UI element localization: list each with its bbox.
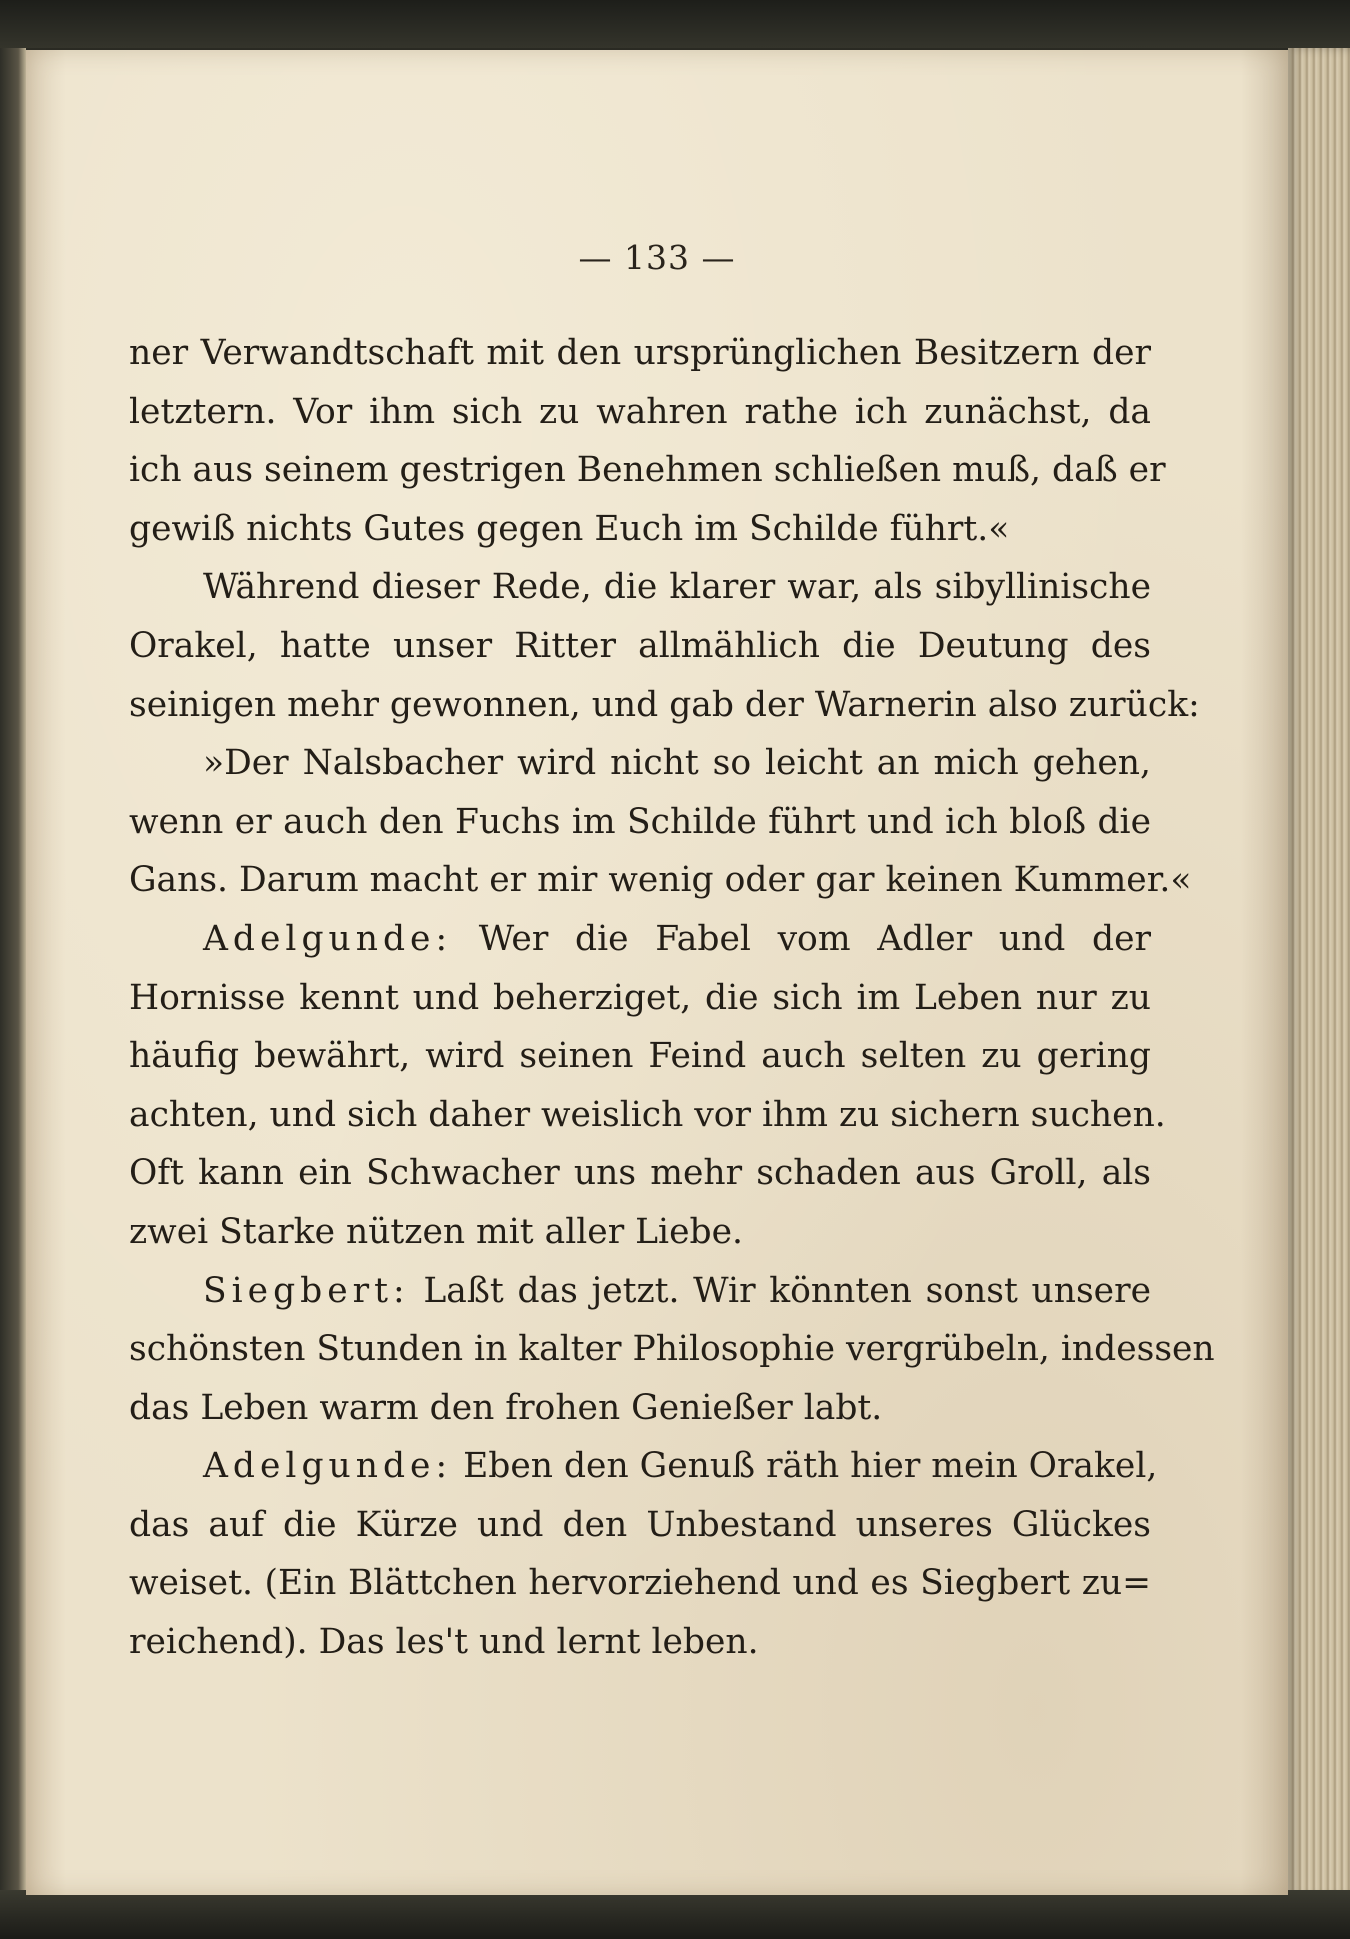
dialogue-line xyxy=(129,910,1151,969)
speech-text: Wer die Fabel vom Adler und der xyxy=(478,918,1151,959)
text-line: ich aus seinem gestrigen Benehmen schließen muß, daß er xyxy=(129,450,1166,491)
page-number: — 133 — xyxy=(578,238,736,277)
text-line: achten, und sich daher weislich vor ihm zu sichern suchen. xyxy=(129,1094,1166,1135)
book-page xyxy=(26,50,1288,1895)
page-stack-edge xyxy=(1288,48,1350,1898)
book-cover-top xyxy=(0,0,1350,48)
text-line: ner Verwandtschaft mit den ursprünglichen Besitzern der xyxy=(129,333,1151,373)
text-line: wenn er auch den Fuchs im Schilde führt und ich bloß die xyxy=(129,801,1151,842)
text-line: letztern. Vor ihm sich zu wahren rathe ich zunächst, da xyxy=(129,391,1151,432)
speech-text: Laßt das jetzt. Wir könnten sonst unsere xyxy=(423,1270,1151,1311)
text-line: Hornisse kennt und beherziget, die sich im Leben nur zu xyxy=(129,977,1151,1018)
speech-text: Eben den Genuß räth hier mein Orakel, xyxy=(463,1446,1158,1487)
text-line: »Der Nalsbacher wird nicht so leicht an mich gehen, xyxy=(203,743,1151,784)
text-line: das auf die Kürze und den Unbestand unseres Glückes xyxy=(129,1504,1151,1545)
text-line: schönsten Stunden in kalter Philosophie vergrübeln, indessen xyxy=(129,1329,1215,1370)
text-line: seinigen mehr gewonnen, und gab der Warnerin also zurück: xyxy=(129,684,1200,725)
page-text xyxy=(129,324,1215,1672)
text-line: Oft kann ein Schwacher uns mehr schaden aus Groll, als xyxy=(129,1153,1151,1194)
book-spine-edge xyxy=(0,48,26,1898)
speaker-name: Adelgunde: xyxy=(203,1446,453,1487)
book-cover-bottom xyxy=(0,1890,1350,1939)
text-line: gewiß nichts Gutes gegen Euch im Schilde führt.« xyxy=(129,508,1010,549)
text-line: weiset. (Ein Blättchen hervorziehend und es Siegbert zu= xyxy=(129,1563,1151,1604)
text-line: Gans. Darum macht er mir wenig oder gar keinen Kummer.« xyxy=(129,860,1192,901)
text-line: reichend). Das les't und lernt leben. xyxy=(129,1622,759,1663)
text-line: häufig bewährt, wird seinen Feind auch selten zu gering xyxy=(129,1036,1151,1077)
text-line: zwei Starke nützen mit aller Liebe. xyxy=(129,1211,743,1252)
dialogue-line xyxy=(129,1437,1158,1496)
text-line: Orakel, hatte unser Ritter allmählich die Deutung des xyxy=(129,625,1151,666)
text-line: Während dieser Rede, die klarer war, als sibyllinische xyxy=(203,567,1151,608)
speaker-name: Adelgunde: xyxy=(203,918,453,959)
text-line: das Leben warm den frohen Genießer labt. xyxy=(129,1387,883,1428)
dialogue-line xyxy=(129,1262,1151,1321)
speaker-name: Siegbert: xyxy=(203,1270,410,1311)
